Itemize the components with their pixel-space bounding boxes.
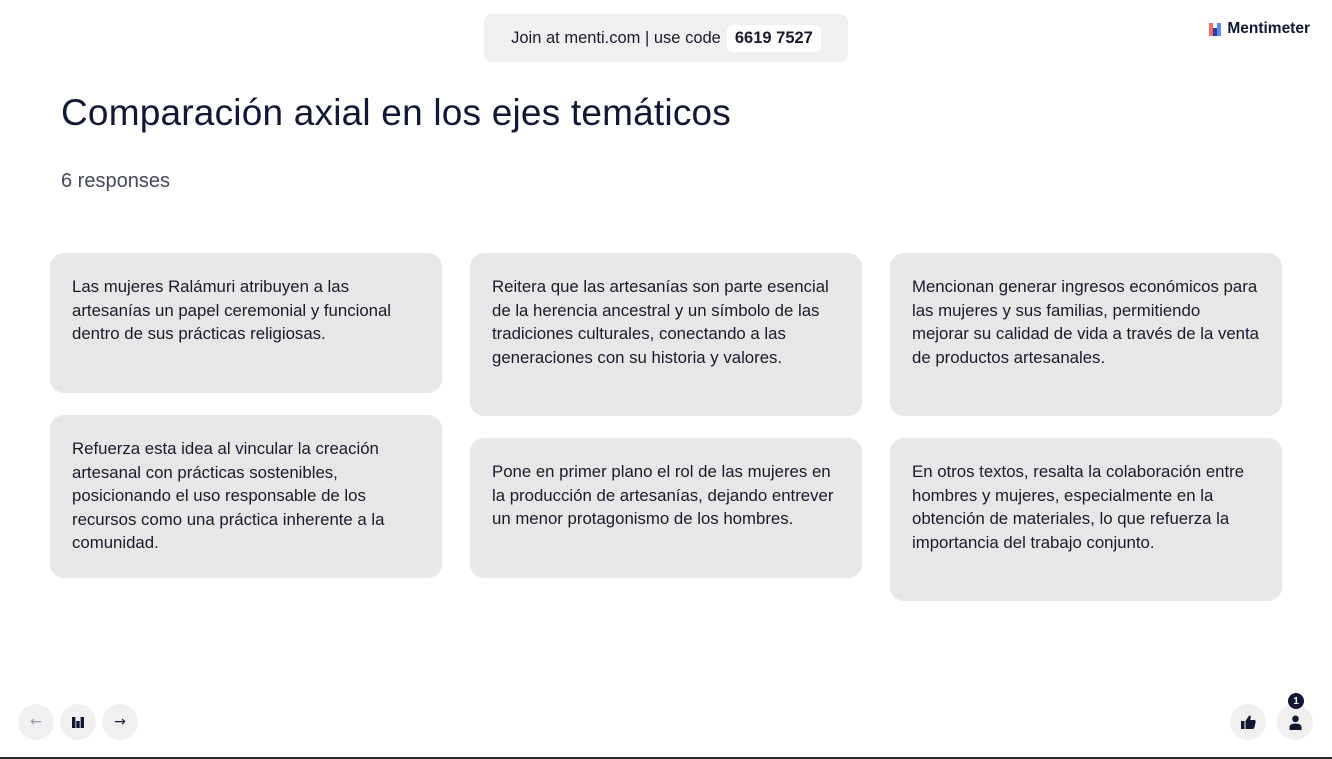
mentimeter-logo-icon [1209, 23, 1222, 36]
previous-slide-button[interactable] [18, 704, 54, 740]
response-card [470, 253, 862, 416]
participant-count-badge: 1 [1288, 693, 1304, 709]
response-card [470, 438, 862, 578]
join-instructions [484, 14, 848, 62]
slide-title: Comparación axial en los ejes temáticos [61, 92, 732, 133]
menu-button[interactable] [60, 704, 96, 740]
join-code: 6619 7527 [727, 25, 821, 52]
thumbs-up-icon [1241, 715, 1256, 729]
person-icon [1289, 715, 1302, 730]
response-card [890, 438, 1282, 601]
response-text: En otros textos, resalta la colaboración entre hombres y mujeres, especialmente en la obtención de materiales, lo que refuerza la importancia del trabajo conjunto. [912, 462, 1245, 552]
response-text: Refuerza esta idea al vincular la creación artesanal con prácticas sostenibles, posicionando el uso responsable de los recursos como una práctica inherente a la comunidad. [72, 439, 385, 552]
response-card [890, 253, 1282, 416]
next-slide-button[interactable] [102, 704, 138, 740]
response-card [50, 253, 442, 393]
participants-button[interactable] [1277, 704, 1313, 740]
response-text: Pone en primer plano el rol de las mujeres en la producción de artesanías, dejando entrever un menor protagonismo de los hombres. [492, 462, 834, 528]
mentimeter-brand [1209, 20, 1310, 38]
response-text: Las mujeres Ralámuri atribuyen a las artesanías un papel ceremonial y funcional dentro de sus prácticas religiosas. [72, 277, 392, 343]
mentimeter-logo-icon [72, 717, 84, 728]
brand-name: Mentimeter [1227, 20, 1310, 37]
response-text: Mencionan generar ingresos económicos para las mujeres y sus familias, permitiendo mejorar su calidad de vida a través de la venta de productos artesanales. [912, 277, 1260, 367]
response-text: Reitera que las artesanías son parte esencial de la herencia ancestral y un símbolo de las tradiciones culturales, conectando a las generaciones con su historia y valores. [492, 277, 829, 367]
join-text: Join at menti.com | use code [511, 28, 721, 47]
arrow-right-icon: → [114, 714, 126, 730]
reactions-button[interactable] [1230, 704, 1266, 740]
arrow-left-icon: ← [30, 714, 42, 730]
response-card [50, 415, 442, 578]
response-count: 6 responses [61, 170, 170, 192]
